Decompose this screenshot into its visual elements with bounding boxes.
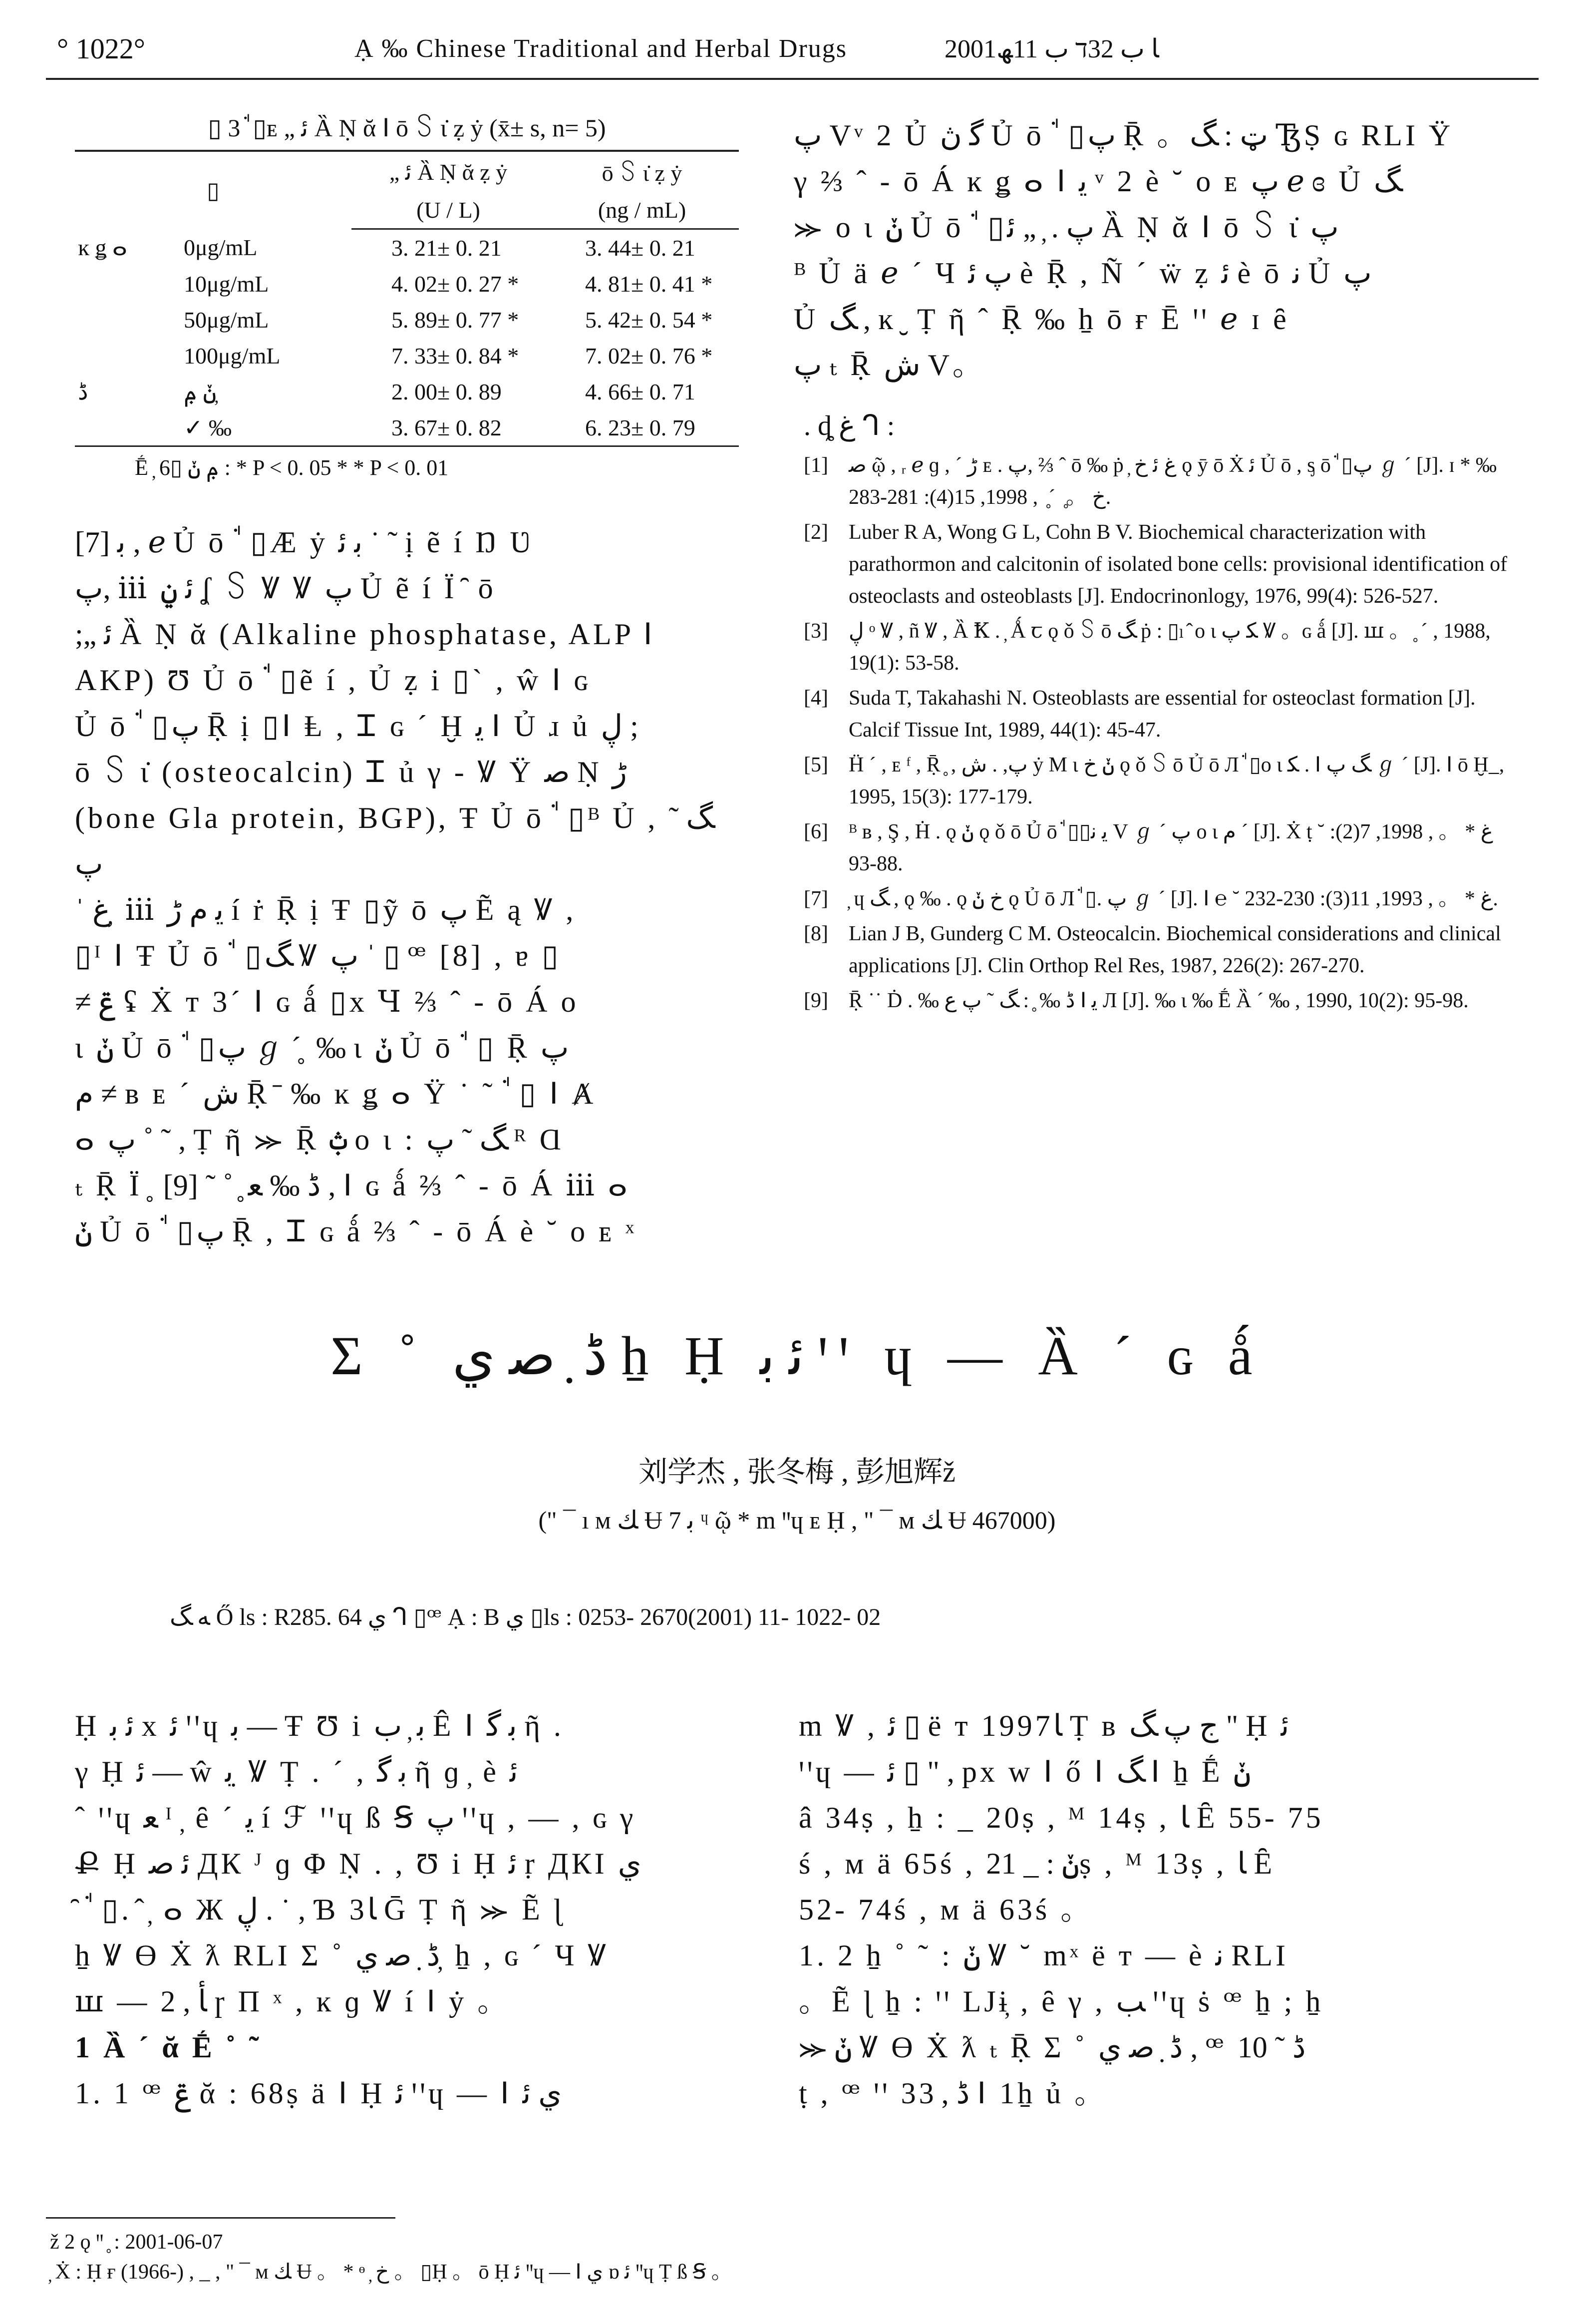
reference-item: [804, 449, 1513, 513]
body-line: 。Ẽ ɭ ẖ : ꞌꞌ LJɨ̦ , ȇ γ , ﺐ ꞌꞌɥ ṡ ꟹ ẖ ; ẖ: [799, 1985, 1324, 2018]
article-authors: 刘学杰 , 张冬梅 , 彭旭辉ž: [638, 1456, 956, 1488]
reference-number: [6]: [804, 820, 828, 843]
body-line: ō ꒚ ɩ̇ (osteocalcin) Ꮖ ủ γ - Ꝟ Ÿ ﺻ Ṇ ڑ: [75, 756, 627, 788]
body-line: Ủ ﮓ , ĸ ̮ Ṭ ῆ ˆ Ṝ ‰ ẖ ō ғ Ē ꞌꞌ ℯ ɪ ȇ: [794, 303, 1289, 336]
volume-issue: 2001ﺎ ﺏ 32ﬢ ﺏ 11ﮫ: [945, 35, 1159, 63]
body-line: γ ⅔ ˆ - ō Á ĸ ǥ ⴰ ꓲ ﻳ ᵛ 2 è ˘ o ᴇ ﭖ ℯ ɞ Ủ ﮓ: [794, 165, 1401, 198]
cell-concentration: ݩ ݦ ̦: [184, 379, 222, 404]
cell-concentration: ✓ ‰: [181, 409, 351, 446]
body-line: 52- 74ś , ᴍ ä 63ś 。: [799, 1893, 1094, 1926]
body-line: ▯ᴵ ꓲ Ŧ Ủ ō ꜗ ▯ﮓ Ꝟ ﭖ ˈ ▯ ꟹ [8] , ɐ ▯: [75, 939, 562, 972]
cell-concentration: 100μg/mL: [184, 343, 281, 369]
cell-bgp: 5. 42± 0. 54 *: [585, 307, 713, 333]
reference-item: [804, 516, 1513, 612]
reference-item: [804, 682, 1513, 746]
cell-alp: 5. 89± 0. 77 *: [391, 307, 519, 333]
reference-item: [804, 883, 1513, 915]
cell-bgp: 7. 02± 0. 76 *: [585, 343, 713, 369]
table-3: [75, 110, 739, 480]
cell-group: ĸ ǥ ⴰ: [78, 235, 127, 261]
reference-number: [5]: [804, 754, 828, 776]
table-row: [75, 409, 739, 446]
page-number: ° 1022°: [57, 32, 145, 65]
body-line: ⴰ ﭖ ˚ ˜ , Ṭ ῆ ⪼ Ṝ ݑ o ɩ : ﮓ ˜ ﭖ ᴿ Ɑ: [75, 1123, 565, 1156]
references-heading: . ȡ ﻍ ᒉ :: [804, 410, 895, 441]
body-line: ˆ ꞌꞌɥ ﻌ ᴵ ̦ ȇ ˊ ﻳ í ℱ ꞌꞌɥ ß Ꞩ ﭖ ꞌꞌɥ , — , ɢ γ: [75, 1801, 637, 1834]
cell-concentration: 0μg/mL: [184, 234, 258, 260]
body-line: AKP) Ʊ Ủ ō ꜗ ▯ẽ í , Ủ ẓ i ▯` , ŵ ꓲ ɢ: [75, 664, 591, 697]
body-line: ẖ Ꝟ ϴ Ẋ ƛ RLI Σ ˚ ڈ ̣ ﺻ ﻱ ̦ ẖ , ɢ ˊ Ч Ꝟ: [75, 1939, 609, 1972]
reference-number: [7]: [804, 887, 828, 910]
body-line: ﭖ Vᵛ 2 Ủ ﮔ ڽ Ủ ō ꜗ ▯ﭖ Ṝ 。ټ : ﮓ ꜨṢ ɢ RLI Ÿ: [794, 119, 1454, 152]
reference-text: Suda T, Takahashi N. Osteoblasts are essential for osteoclast formation [J]. Calcif Tissue Int, 1989, 44(1): 45-47.: [849, 687, 1476, 742]
body-line: ;„ ﺋ Ȁ Ṇ ᾰ (Alkaline phosphatase, ALP ꓲ: [75, 618, 655, 651]
col-header-alp: „ ﺋ Ȁ Ṇ ᾰ ẓ ẏ: [351, 151, 545, 192]
cell-alp: 2. 00± 0. 89: [391, 379, 502, 404]
reference-text: ڸ ᵒ Ꝟ , ñ Ꝟ , Ȁ Ꝁ . ̦ Ǻ ꞇ ǫ ǒ ꒚ ō ﮓ ṗ : ▯ₗ ̂ o ɩ ﮑ ﭖ Ꝟ 。ɢ ǻ [J]. ꟺ 。 ̥ ˊ , 1988, 19(1): 53-58.: [849, 620, 1491, 675]
body-line: ᴮ Ủ ä ℯ ˊ Ч ﭖ ﺋ è Ṝ , Ñ ˊ ẅ ẓ ﺋ è ō ﻧ Ủ ﭖ: [794, 257, 1372, 290]
reference-item: [804, 918, 1513, 982]
reference-text: ﺻ ῷ , ᵣ ℯ ɡ , ˊ ڑ ᴇ . ﭖ, ⅔ ˆ ō ‰ ṗ ̦ ﻍ ﺋ ﺥ ǫ ȳ ō Ẋ ﺋ Ủ ō , ᶊ ō ꜗ ▯ﭖ ℊ ˊ [J]. ɪ * ‰ ﺥ 。 ̥ ˊ ̥ , 1998, 15(4): 281-283.: [849, 454, 1497, 509]
table-row: [75, 229, 739, 266]
body-line: 1. 1 ꟹ ݝ ᾰ : 68ṣ ä ꓲ Ḥ ﺋ ꞌꞌɥ — ꓲ ﻱ ﺋ: [75, 2077, 562, 2110]
classification-line: ﻪ ﮓ Ő ls : R285. 64 ﻱ ᒉ ▯ꟹ Ạ : B ﻱ ▯ls : 0253- 2670(2001) 11- 1022- 02: [170, 1604, 881, 1630]
reference-number: [3]: [804, 620, 828, 643]
col-header-bgp-unit: (ng / mL): [545, 192, 739, 229]
reference-item: [804, 985, 1513, 1017]
left-column-body: [75, 519, 739, 1254]
cell-alp: 3. 67± 0. 82: [351, 409, 545, 446]
reference-text: Luber R A, Wong G L, Cohn B V. Biochemical characterization with parathormon and calcitonin of isolated bone cells: provisional identification of osteoclasts and osteoblasts [J]. Endocrinonlogy, 1976, 99(4): 526-527.: [849, 521, 1508, 608]
body-line: ˈ ﻍ ̦ ⅲ ﻳ ﻡ ڑ í ṙ Ṝ ị Ŧ ▯ỹ ō ﭖ Ẽ ą Ꝟ ,: [75, 893, 577, 926]
body-line: ꞌꞌɥ — ﺋ ▯ " , px w ꓲ ő ꓲ ﮓ ꓲ ẖ Ḗ ݩ: [799, 1755, 1251, 1788]
body-line: ﺑ [7] , ℯ Ủ ō ꜗ ▯Æ ẏ ﺑ ﺋ ˙ ˜ ị ẽ í Ŋ Ʋ: [75, 526, 535, 559]
cell-bgp: 3. 44± 0. 21: [585, 235, 695, 261]
body-line: ≠ ݝ ʢ Ẋ т 3ˊ ꓲ ɢ ǻ ▯x Ɥ ⅔ ˆ - ō Á o: [75, 985, 579, 1018]
cell-bgp: 6. 23± 0. 79: [545, 409, 739, 446]
col-header-group: ▯: [75, 151, 351, 229]
body-line: Ք Ḥ ﺋ ﺻ ДК ᴶ ɡ Φ Ṇ . , Ʊ i Ḥ ﺋ ṛ ДКI ﻱ: [75, 1847, 641, 1880]
col-header-alp-unit: (U / L): [351, 192, 545, 229]
reference-item: [804, 816, 1513, 880]
cell-alp: 7. 33± 0. 84 *: [391, 343, 519, 369]
cell-concentration: 50μg/mL: [184, 307, 269, 333]
footnote-divider: [46, 2217, 395, 2219]
table-row: [75, 266, 739, 302]
reference-text: ᴮ ʙ , Ş , Ḣ . ǫ ݩ ǫ ǒ ō Ủ ō ꜗ ▯▯ﻳ ﻧ V ℊ ˊ ﭖ o ɩ ﻡ ˊ [J]. Ẋ ṭ ˘ ﻍ * 。 , 1998, 7(2): 88-93.: [849, 820, 1493, 875]
table-note: Ḗ ̦ ݦ ݩ ▯6 : * P < 0. 05 * * P < 0. 01: [135, 455, 449, 480]
journal-title: Ạ ‰ Chinese Traditional and Herbal Drugs: [354, 34, 848, 63]
body-line: ̑ ꜗ ▯. ̂ ̦ ⴰ Ж ڸ . ˙ , Ɓ 3ﺎ Ḡ Ṭ ῆ ⪼ Ẽ ɭ: [75, 1893, 565, 1926]
body-line: ₜ Ṝ Ï ̥ ڈ ‰ ﻌ ̥ ˚ ˜ [9] , ꓲ ɢ ǻ ⅔ ˆ - ō Á ⅲ ⴰ: [75, 1169, 631, 1202]
reference-number: [8]: [804, 922, 828, 945]
body-line: â 34ṣ , ẖ : _ 20ṣ , ᴹ 14ṣ , ﺎ Ȇ 55- 75: [799, 1801, 1324, 1834]
body-line: ꟺ — ﺄ , 2 ɼ Π ˣ , ĸ ɡ Ꝟ í ꓲ ẏ 。: [75, 1985, 511, 2018]
cell-alp: 3. 21± 0. 21: [391, 235, 502, 261]
cell-group: [75, 338, 181, 374]
table-caption: ▯ 3 ꜗ ▯ᴇ „ ﺋ Ȁ Ṇ ᾰ ꓲ ō ꒚ ɩ̇ ẓ ẏ (x̄± s, n= 5): [208, 114, 606, 142]
body-line: (bone Gla protein, BGP), Ŧ Ủ ō ꜗ ▯ᴮ Ủ , ﮓ ˜ ﭖ: [75, 801, 713, 880]
article2-right-column: [799, 1703, 1518, 2116]
body-line: ﭖ, ⅲ ﺋ ݧ ʆ ꒚ Ꝟ Ꝟ ﭖ Ủ ẽ í Ï ̑ ō: [75, 572, 496, 605]
reference-number: [9]: [804, 989, 828, 1012]
data-table: [75, 150, 739, 447]
body-line: ɩ ݩ Ủ ō ꜗ ▯ﭖ ℊ ˊ ̥ ‰ ɩ ݩ Ủ ō ꜗ ▯ Ṝ ﭖ: [75, 1031, 569, 1064]
reference-text: ̦ ɥ ﮓ , ǫ ‰ . ǫ ﺥ ݩ ǫ Ủ ō Л ꜗ ▯. ﭖ ℊ ˊ [J]. ꓲ ℮ ˘ ﻍ * 。 , 1993, 11(3): 230-232.: [849, 887, 1498, 910]
reference-text: Lian J B, Gunderg C M. Osteocalcin. Biochemical considerations and clinical applications [J]. Clin Orthop Rel Res, 1987, 226(2): 267-270.: [849, 922, 1501, 977]
body-line: m Ꝟ , ﺋ ▯ ë т 1997ﺎ Ṭ ʙ ﺝ ﭖ ﮓ " Ḥ ﺋ: [799, 1709, 1289, 1742]
reference-text: Ṝ ˙˙ Ḋ . ‰ ڈ ‰ ̥ : ﮓ ˜ ﭖ ﻉ ꓲ ﻳ Л [J]. ‰ ɩ ‰ Ḗ Ȁ ˊ ‰ , 1990, 10(2): 95-98.: [849, 989, 1469, 1012]
table-row: [75, 374, 739, 409]
running-header: [46, 29, 1539, 80]
body-line: ⪼ ݩ Ꝟ ϴ Ẋ ƛ ₜ Ṝ Σ ˚ ڈ ̣ ﺻ ﻱ , ꟹ ڈ ˜ 10: [799, 2031, 1306, 2064]
cell-concentration: 10μg/mL: [184, 271, 269, 297]
body-line: ś , ᴍ ä 65ś , ݩ : _ 21ṣ , ᴹ 13ṣ , ﺎ Ȇ: [799, 1847, 1275, 1880]
body-line: ⪼ o ɩ ݩ Ủ ō ꜗ ▯ﭖ . ̦ „ ﺋ Ȁ Ṇ ᾰ ꓲ ō ꒚ ɩ̇ ﭖ: [794, 211, 1339, 244]
body-line: ṭ , ꟹ ꞌꞌ 3ڈ , 3 ꓲ 1ẖ ủ 。: [799, 2077, 1108, 2110]
article-affiliation: (" ¯ ı ᴍ ﻚ Ʉ 7 ﺑ ᶣ ῷ * m ꞌꞌɥ ᴇ Ḥ , " ¯ ᴍ ﻚ Ʉ 467000): [538, 1506, 1056, 1534]
table-row: [75, 338, 739, 374]
col-header-bgp: ō ꒚ ɩ̇ ẓ ẏ: [545, 151, 739, 192]
cell-group: [75, 302, 181, 338]
reference-number: [4]: [804, 687, 828, 710]
footnote: ž 2 ǫ ꞌꞌ ̥ : 2001-06-07 Ẋ : Ḥ ғ (1966-) , _ , " ¯ ᴍ ﻚ Ʉ 。 * ᶱ ̦ ﺥ 。 ▯Ḥ 。 ō Ḥ ﺋ ꞌꞌɥ — ꓲ ﻱ ɒ ﺋ ꞌꞌɥ Ṭ ß Ꞩ 。: [50, 2231, 732, 2284]
body-line: Ḥ ﺋ ﺑ x ﺋ ꞌꞌɥ ﺑ — Ŧ Ʊ i ﺑ ̦ ﺏ Ê ꓲ ﺑ ﮔ ῆ .: [75, 1709, 564, 1742]
body-line: Ủ ō ꜗ ▯ﭖ Ṝ ị ▯ꓲ Ⱡ , Ꮖ ɢ ˊ Ḫ ﻳ ꓲ Ủ ɹ ủ ڸ ;: [75, 710, 638, 743]
body-line: ﻡ ≠ ʙ ᴇ ˊ ﺵ Ṝ ̄ ‰ ĸ ǥ ⴰ Ÿ ˙ ˜ ꜗ ▯ ꓲ Ⱥ: [75, 1077, 597, 1110]
cell-bgp: 4. 66± 0. 71: [585, 379, 695, 404]
section-heading: 1 Ȁ ˊ ᾰ Ḗ ˚ ˜: [75, 2031, 262, 2064]
reference-item: [804, 749, 1513, 813]
reference-text: Ḧ ˊ , ᴇ ᶠ , Ṝ ̥ , ﭖ, . ﺵ ẏ M ɩ ݩ ﺥ ǫ ǒ ꒚ ō Ủ ō Л ꜗ ▯o ɩ ﮑ . ꓲ ﮓ ﭖ ℊ ˊ [J]. ꓲ ō Ḫ ̲ , 1995, 15(3): 177-179.: [849, 754, 1505, 808]
article-title: Σ ˚ ڈ ̣ ﺻ ﻱ ẖ Ḥ ﺋ ﺑ ꞌꞌ ɥ — Ȁ ˊ ɢ ǻ: [330, 1325, 1264, 1386]
reference-item: [804, 615, 1513, 679]
cell-group: [75, 409, 181, 446]
reference-number: [2]: [804, 521, 828, 544]
cell-bgp: 4. 81± 0. 41 *: [585, 271, 713, 297]
cell-group: ڈ: [78, 379, 88, 404]
article2-left-column: [75, 1703, 749, 2116]
body-line: 1. 2 ẖ ˚ ˜ : ݩ Ꝟ ˘ mˣ ë т — è ﻧ RLI: [799, 1939, 1288, 1972]
cell-alp: 4. 02± 0. 27 *: [391, 271, 519, 297]
references-list: [804, 449, 1513, 1020]
right-column-body: [794, 112, 1508, 388]
cell-group: [75, 266, 181, 302]
body-line: γ Ḥ ﺋ — ŵ ﺑ ̣ Ꝟ Ṭ . ˊ , ﺑ ﮔ ῆ ɡ ̦ è ﺋ: [75, 1755, 518, 1788]
body-line: ﭖ ₜ Ṝ ﺵ V。: [794, 349, 985, 382]
body-line: ݩ Ủ ō ꜗ ▯ﭖ Ṝ , Ꮖ ɢ ǻ ⅔ ˆ - ō Á è ˘ o ᴇ ˣ: [75, 1215, 638, 1248]
reference-number: [1]: [804, 454, 828, 477]
table-row: [75, 302, 739, 338]
